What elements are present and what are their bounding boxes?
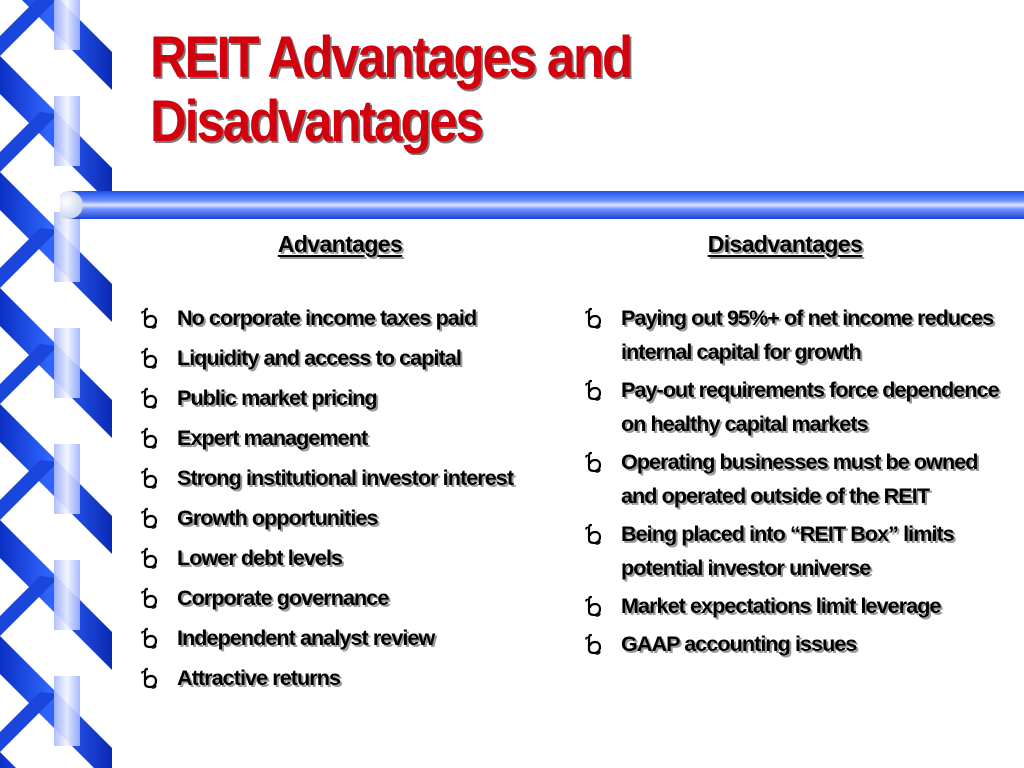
list-item-text: Paying out 95%+ of net income reduces internal capital for growth [621, 306, 994, 364]
list-item [584, 627, 1004, 661]
list-item [140, 541, 520, 575]
list-item [584, 373, 1004, 441]
list-item [584, 517, 1004, 585]
list-item [584, 445, 1004, 513]
list-item-text: Strong institutional investor interest [177, 466, 514, 490]
list-item-text: No corporate income taxes paid [177, 306, 477, 330]
list-item-text: GAAP accounting issues [621, 632, 857, 656]
curled-b-bullet-icon [140, 307, 158, 329]
list-item-text: Attractive returns [177, 666, 341, 690]
curled-b-bullet-icon [584, 379, 602, 401]
curled-b-bullet-icon [140, 587, 158, 609]
slide-title [150, 26, 907, 154]
disadvantages-heading: Disadvantages [707, 231, 863, 257]
list-item [140, 501, 520, 535]
curled-b-bullet-icon [140, 347, 158, 369]
list-item [140, 621, 520, 655]
list-item-text: Independent analyst review [177, 626, 435, 650]
list-item-text: Pay-out requirements force dependence on healthy capital markets [621, 378, 999, 436]
list-item-text: Market expectations limit leverage [621, 594, 941, 618]
list-item [140, 661, 520, 695]
list-item-text: Lower debt levels [177, 546, 343, 570]
curled-b-bullet-icon [584, 523, 602, 545]
curled-b-bullet-icon [140, 387, 158, 409]
list-item-text: Expert management [177, 426, 368, 450]
curled-b-bullet-icon [584, 633, 602, 655]
list-item [140, 421, 520, 455]
list-item [140, 381, 520, 415]
list-item-text: Public market pricing [177, 386, 377, 410]
curled-b-bullet-icon [584, 451, 602, 473]
list-item [584, 589, 1004, 623]
list-item-text: Liquidity and access to capital [177, 346, 461, 370]
list-item [140, 301, 520, 335]
curled-b-bullet-icon [140, 667, 158, 689]
title-divider [60, 190, 1024, 220]
curled-b-bullet-icon [584, 307, 602, 329]
decorative-ribbon [0, 0, 112, 768]
curled-b-bullet-icon [140, 507, 158, 529]
slide-title-line: Disadvantages [150, 89, 482, 154]
curled-b-bullet-icon [140, 627, 158, 649]
list-item-text: Operating businesses must be owned and operated outside of the REIT [621, 450, 978, 508]
list-item [140, 341, 520, 375]
advantages-heading: Advantages [277, 231, 403, 257]
curled-b-bullet-icon [140, 467, 158, 489]
disadvantages-list [584, 301, 1004, 665]
curled-b-bullet-icon [584, 595, 602, 617]
curled-b-bullet-icon [140, 427, 158, 449]
list-item [140, 461, 520, 495]
list-item-text: Corporate governance [177, 586, 389, 610]
slide-title-line: REIT Advantages and [150, 25, 631, 90]
list-item [584, 301, 1004, 369]
curled-b-bullet-icon [140, 547, 158, 569]
list-item [140, 581, 520, 615]
list-item-text: Growth opportunities [177, 506, 378, 530]
advantages-list [140, 301, 520, 701]
list-item-text: Being placed into “REIT Box” limits potential investor universe [621, 522, 954, 580]
